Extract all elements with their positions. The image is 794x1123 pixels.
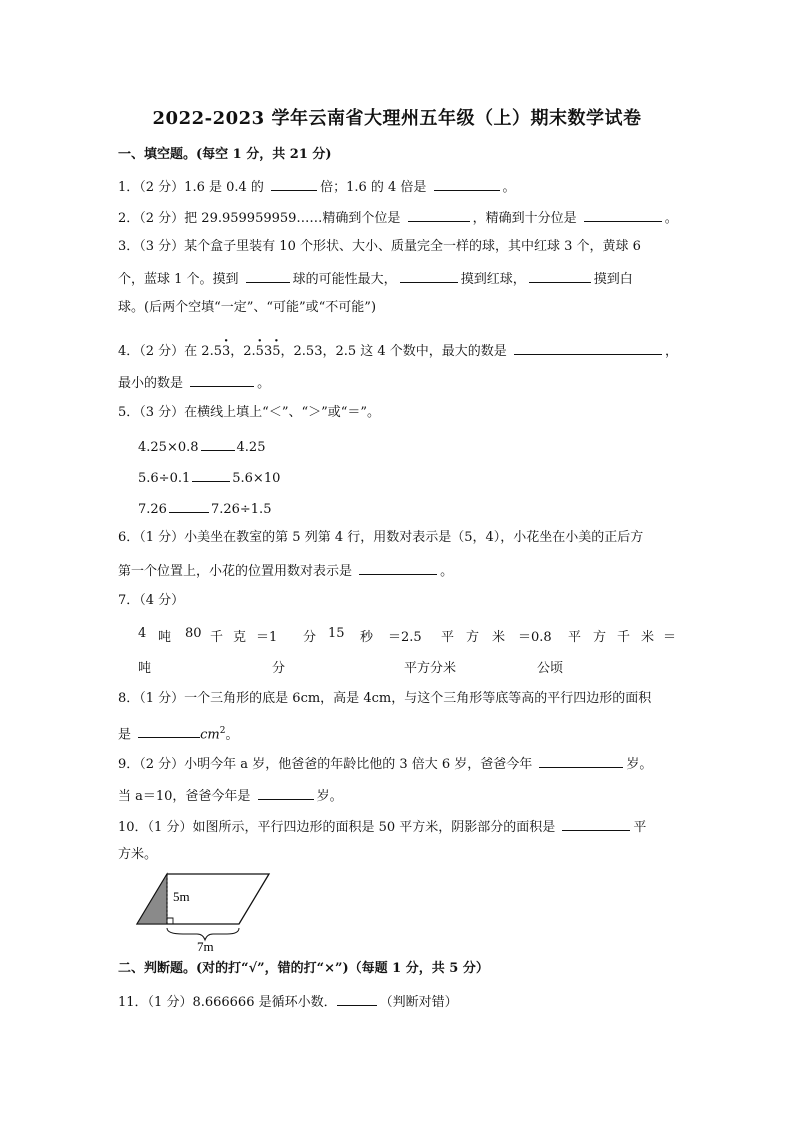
- answer-blank[interactable]: [529, 268, 591, 283]
- answer-blank[interactable]: [434, 176, 500, 191]
- question-5-row-3: 7.26 7.26÷1.5: [138, 498, 271, 519]
- answer-blank[interactable]: [201, 436, 235, 451]
- question-8-line-2: 是 $cm^2$。: [118, 722, 239, 744]
- question-7-head: 7．（4 分）: [118, 593, 185, 608]
- section-1-heading: 一、填空题。(每空 1 分，共 21 分): [118, 147, 332, 162]
- question-3-line-2: 个，蓝球 1 个。摸到 球的可能性最大， 摸到红球， 摸到白: [118, 268, 633, 289]
- answer-blank[interactable]: [192, 467, 230, 482]
- height-label: 5m: [173, 889, 190, 904]
- answer-blank[interactable]: [337, 991, 377, 1006]
- answer-blank[interactable]: [138, 723, 200, 738]
- answer-blank[interactable]: [246, 268, 290, 283]
- parallelogram-figure: [133, 868, 283, 952]
- answer-blank[interactable]: [562, 816, 630, 831]
- question-4-line-2: 最小的数是 。: [118, 372, 270, 393]
- question-6-line-2: 第一个位置上，小花的位置用数对表示是 。: [118, 560, 453, 581]
- exam-page: 2022-2023 学年云南省大理州五年级（上）期末数学试卷 一、填空题。(每空 1 分，共 21 分) 1．（2 分）1.6 是 0.4 的 倍；1.6 的 4 倍是 。 2．（2 分）把 29.959959959……精确到个位是 ，精确到十分位是 。 3．（3 分）某个盒子里装有 10 个形状、大小、质量完全一样的球，其中红球 3 个，黄球 6 个，蓝球 1 个。摸到 球的可能性最大， 摸到红球， 摸到白 球。(后两个空填“一定”、“可能”或“不可能”) 4．（2 分）在 2.5· 3，2.· 53· 5，2.53，2.5 这 4 个数中，最大的数是 ， 最小的数是 。 5．（3 分）在横线上填上“＜”、“＞”或“＝”。 4.25×0.8 4.25 5.6÷0.1 5.6×10 7.26 7.26÷1.5 6．（1 分）小美坐在教室的第 5 列第 4 行，用数对表示是（5，4），小花坐在小美的正后方 第一个位置上，小花的位置用数对表示是 。 7．（4 分） 4 吨 80 千 克 ＝1 分 15 秒 ＝2.5 平 方 米 ＝0.8 平 方 千 米 ＝ 吨 分 平方分米 公顷 8．（1 分）一个三角形的底是 6cm，高是 4cm，与这个三角形等底等高的平行四边形的面积 是 $cm^2$。 9．（2 分）小明今年 a 岁，他爸爸的年龄比他的 3 倍大 6 岁，爸爸今年 岁。 当 a＝10，爸爸今年是 岁。 10．（1 分）如图所示，平行四边形的面积是 50 平方米，阴影部分的面积是 平 方米。 5m 7m 二、判断题。(对的打“√”，错的打“×”)（每题 1 分，共 5 分） 11．（1 分）8.666666 是循环小数． （判断对错）: [0, 0, 794, 1123]
- answer-blank[interactable]: [408, 207, 470, 222]
- base-label: 7m: [197, 939, 214, 952]
- question-10-line-2: 方米。: [118, 847, 158, 862]
- answer-blank[interactable]: [359, 560, 437, 575]
- answer-blank[interactable]: [400, 268, 458, 283]
- answer-blank[interactable]: [514, 340, 662, 355]
- question-11: 11．（1 分）8.666666 是循环小数． （判断对错）: [118, 991, 458, 1012]
- question-2: 2．（2 分）把 29.959959959……精确到个位是 ，精确到十分位是 。: [118, 207, 678, 228]
- question-1: 1．（2 分）1.6 是 0.4 的 倍；1.6 的 4 倍是 。: [118, 176, 516, 197]
- question-9-line-2: 当 a＝10，爸爸今年是 岁。: [118, 785, 343, 806]
- question-6-line-1: 6．（1 分）小美坐在教室的第 5 列第 4 行，用数对表示是（5，4），小花坐在小美的正后方: [118, 530, 644, 545]
- answer-blank[interactable]: [169, 498, 209, 513]
- shaded-triangle: [137, 874, 167, 924]
- answer-blank[interactable]: [190, 372, 254, 387]
- page-title: 2022-2023 学年云南省大理州五年级（上）期末数学试卷: [152, 108, 642, 129]
- answer-blank[interactable]: [258, 785, 314, 800]
- question-10-line-1: 10．（1 分）如图所示，平行四边形的面积是 50 平方米，阴影部分的面积是 平: [118, 816, 646, 837]
- answer-blank[interactable]: [271, 176, 317, 191]
- answer-blank[interactable]: [584, 207, 662, 222]
- question-5-row-1: 4.25×0.8 4.25: [138, 436, 265, 457]
- question-9-line-1: 9．（2 分）小明今年 a 岁，他爸爸的年龄比他的 3 倍大 6 岁，爸爸今年 岁。: [118, 753, 652, 774]
- section-2-heading: 二、判断题。(对的打“√”，错的打“×”)（每题 1 分，共 5 分）: [118, 961, 489, 976]
- question-3-line-1: 3．（3 分）某个盒子里装有 10 个形状、大小、质量完全一样的球，其中红球 3 个，黄球 6: [118, 239, 641, 254]
- question-5-intro: 5．（3 分）在横线上填上“＜”、“＞”或“＝”。: [118, 405, 381, 420]
- question-3-line-3: 球。(后两个空填“一定”、“可能”或“不可能”): [118, 300, 377, 315]
- question-8-line-1: 8．（1 分）一个三角形的底是 6cm，高是 4cm，与这个三角形等底等高的平行四边形的面积: [118, 691, 652, 706]
- question-5-row-2: 5.6÷0.1 5.6×10: [138, 467, 280, 488]
- answer-blank[interactable]: [539, 753, 623, 768]
- question-4-line-1: 4．（2 分）在 2.5· 3，2.· 53· 5，2.53，2.5 这 4 个数中，最大的数是 ，: [118, 340, 678, 361]
